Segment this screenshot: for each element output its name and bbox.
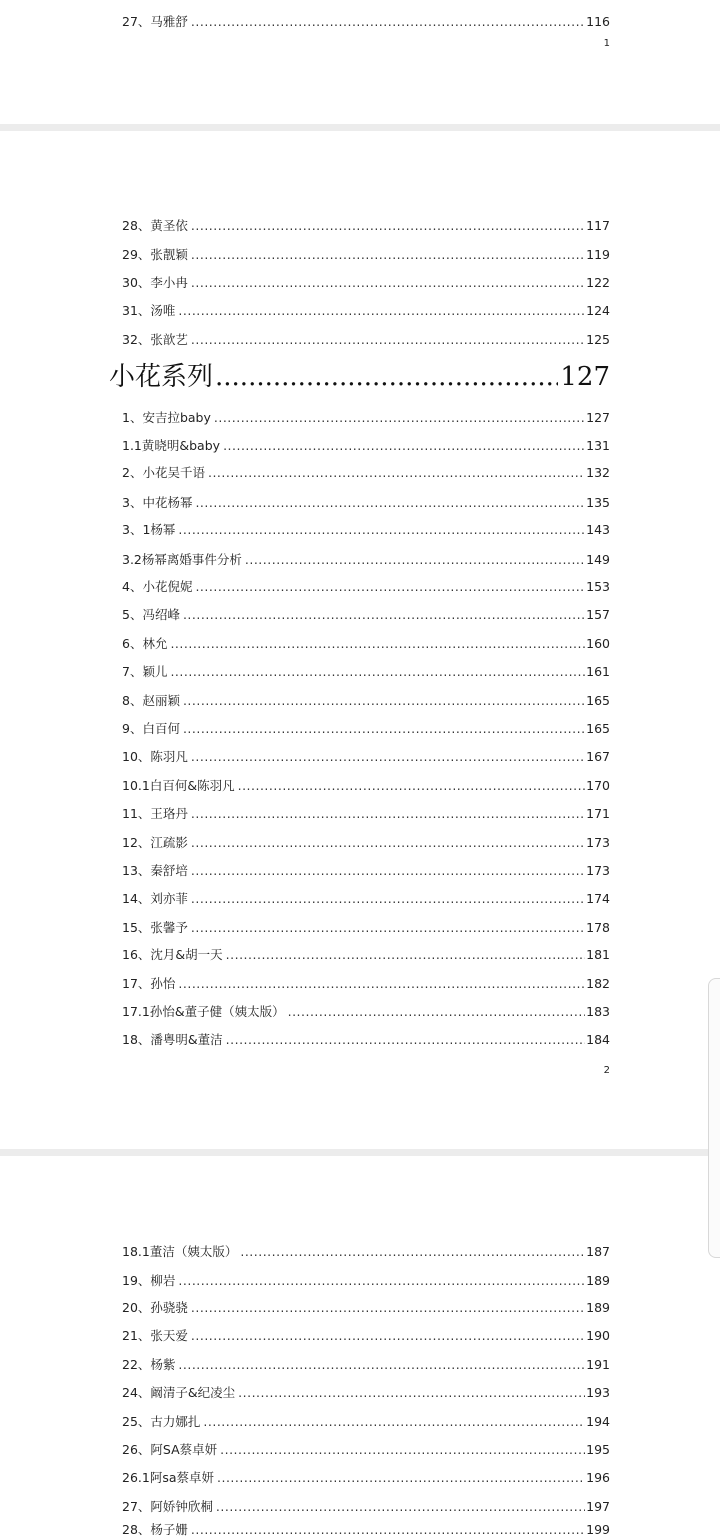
dot-leader	[217, 1468, 585, 1488]
toc-entry[interactable]	[122, 12, 610, 32]
dot-leader	[170, 662, 585, 682]
toc-entry-page: 165	[586, 693, 610, 708]
toc-entry-label: 26.1阿sa蔡卓妍	[122, 1470, 215, 1485]
toc-entry-label: 28、杨子姗	[122, 1522, 188, 1537]
toc-entry[interactable]	[122, 1326, 610, 1346]
toc-entry-label: 12、江疏影	[122, 835, 188, 850]
toc-entry-page: 189	[586, 1300, 610, 1315]
toc-entry[interactable]	[122, 577, 610, 597]
toc-entry[interactable]	[122, 1520, 610, 1540]
toc-entry-label: 26、阿SA蔡卓妍	[122, 1442, 218, 1457]
dot-leader	[240, 1242, 585, 1262]
toc-entry[interactable]	[122, 463, 610, 483]
toc-entry-label: 17.1孙怡&董子健（姨太版）	[122, 1004, 285, 1019]
toc-entry-label: 1、安吉拉baby	[122, 410, 211, 425]
toc-entry-page: 197	[586, 1499, 610, 1514]
section-heading-page: 127	[560, 362, 610, 392]
dot-leader	[220, 1440, 585, 1460]
toc-entry-page: 184	[586, 1032, 610, 1047]
toc-entry[interactable]	[122, 1355, 610, 1375]
toc-entry[interactable]	[122, 1002, 610, 1022]
toc-entry-label: 28、黄圣依	[122, 218, 188, 233]
dot-leader	[238, 1383, 585, 1403]
toc-entry[interactable]	[122, 861, 610, 881]
toc-entry[interactable]	[122, 974, 610, 994]
page-number: 2	[603, 1065, 610, 1076]
dot-leader	[214, 408, 585, 428]
toc-entry-label: 1.1黄晓明&baby	[122, 438, 221, 453]
dot-leader	[191, 216, 585, 236]
toc-entry-page: 143	[586, 522, 610, 537]
toc-entry-label: 27、阿娇钟欣桐	[122, 1499, 213, 1514]
page-separator	[0, 1149, 720, 1156]
toc-entry-label: 6、林允	[122, 636, 168, 651]
toc-entry-page: 125	[586, 332, 610, 347]
toc-entry-page: 182	[586, 976, 610, 991]
toc-entry-page: 160	[586, 636, 610, 651]
toc-entry-page: 117	[586, 218, 610, 233]
toc-entry-page: 116	[586, 14, 610, 29]
toc-entry[interactable]	[122, 889, 610, 909]
toc-entry[interactable]	[122, 1271, 610, 1291]
toc-entry-label: 11、王珞丹	[122, 806, 188, 821]
dot-leader	[216, 1497, 585, 1517]
dot-leader	[226, 945, 585, 965]
dot-leader	[191, 330, 585, 350]
toc-entry-label: 18、潘粤明&董洁	[122, 1032, 223, 1047]
toc-entry-label: 24、阚清子&纪凌尘	[122, 1385, 236, 1400]
toc-entry[interactable]	[122, 1383, 610, 1403]
dot-leader	[238, 776, 586, 796]
toc-entry[interactable]	[122, 719, 610, 739]
toc-entry[interactable]	[122, 408, 610, 428]
toc-entry[interactable]	[122, 691, 610, 711]
toc-entry-label: 15、张馨予	[122, 920, 188, 935]
dot-leader	[288, 1002, 586, 1022]
toc-entry-page: 174	[586, 891, 610, 906]
toc-entry[interactable]	[122, 833, 610, 853]
dot-leader	[195, 493, 585, 513]
dot-leader	[191, 889, 585, 909]
toc-entry-page: 187	[586, 1244, 610, 1259]
toc-entry-label: 8、赵丽颖	[122, 693, 180, 708]
toc-entry-label: 17、孙怡	[122, 976, 176, 991]
toc-entry-page: 165	[586, 721, 610, 736]
dot-leader	[183, 691, 585, 711]
toc-entry-page: 181	[586, 947, 610, 962]
toc-entry[interactable]	[122, 301, 610, 321]
toc-entry[interactable]	[122, 520, 610, 540]
toc-entry-page: 149	[586, 552, 610, 567]
dot-leader	[195, 577, 585, 597]
toc-entry-label: 20、孙骁骁	[122, 1300, 188, 1315]
toc-entry-label: 2、小花吴千语	[122, 465, 205, 480]
toc-entry-page: 153	[586, 579, 610, 594]
toc-entry-label: 29、张靓颖	[122, 247, 188, 262]
toc-entry-page: 170	[586, 778, 610, 793]
toc-entry[interactable]	[122, 1497, 610, 1517]
toc-entry-label: 32、张歆艺	[122, 332, 188, 347]
dot-leader	[191, 1326, 585, 1346]
toc-entry-label: 30、李小冉	[122, 275, 188, 290]
toc-entry-label: 10、陈羽凡	[122, 749, 188, 764]
toc-entry[interactable]	[122, 634, 610, 654]
dot-leader	[191, 12, 585, 32]
dot-leader	[191, 273, 585, 293]
toc-entry-label: 3、中花杨幂	[122, 495, 193, 510]
dot-leader	[203, 1412, 585, 1432]
toc-entry-page: 124	[586, 303, 610, 318]
toc-entry[interactable]	[122, 1242, 610, 1262]
toc-entry-label: 5、冯绍峰	[122, 607, 180, 622]
toc-entry[interactable]	[122, 436, 610, 456]
page-number: 1	[603, 38, 610, 49]
toc-entry-page: 135	[586, 495, 610, 510]
toc-entry[interactable]	[122, 493, 610, 513]
dot-leader	[178, 1355, 585, 1375]
toc-entry-page: 131	[586, 438, 610, 453]
toc-entry-label: 31、汤唯	[122, 303, 176, 318]
page-separator	[0, 124, 720, 131]
dot-leader	[215, 357, 558, 397]
toc-entry-page: 173	[586, 835, 610, 850]
toc-entry-page: 122	[586, 275, 610, 290]
toc-entry-label: 14、刘亦菲	[122, 891, 188, 906]
dot-leader	[178, 520, 585, 540]
toc-entry[interactable]	[122, 216, 610, 236]
toc-entry[interactable]	[122, 1468, 610, 1488]
toc-entry-page: 178	[586, 920, 610, 935]
dot-leader	[178, 1271, 585, 1291]
toc-entry-page: 195	[586, 1442, 610, 1457]
toc-entry-page: 196	[586, 1470, 610, 1485]
toc-entry-page: 167	[586, 749, 610, 764]
toc-entry-page: 157	[586, 607, 610, 622]
toc-entry-label: 22、杨紫	[122, 1357, 176, 1372]
dot-leader	[191, 1298, 585, 1318]
dot-leader	[191, 1520, 585, 1540]
dot-leader	[226, 1030, 585, 1050]
toc-entry-page: 171	[586, 806, 610, 821]
toc-entry-label: 4、小花倪妮	[122, 579, 193, 594]
toc-entry-page: 132	[586, 465, 610, 480]
toc-section-heading[interactable]	[109, 357, 610, 397]
toc-entry[interactable]	[122, 605, 610, 625]
toc-entry-label: 16、沈月&胡一天	[122, 947, 223, 962]
toc-entry[interactable]	[122, 945, 610, 965]
dot-leader	[191, 918, 585, 938]
dot-leader	[191, 804, 585, 824]
dot-leader	[191, 747, 585, 767]
toc-entry-label: 3、1杨幂	[122, 522, 176, 537]
toc-entry[interactable]	[122, 245, 610, 265]
toc-entry-page: 194	[586, 1414, 610, 1429]
toc-entry-label: 13、秦舒培	[122, 863, 188, 878]
toc-entry[interactable]	[122, 918, 610, 938]
dot-leader	[178, 974, 585, 994]
toc-entry-page: 161	[586, 664, 610, 679]
toc-entry-page: 199	[586, 1522, 610, 1537]
toc-entry[interactable]	[122, 273, 610, 293]
toc-entry-label: 27、马雅舒	[122, 14, 188, 29]
dot-leader	[191, 833, 585, 853]
dot-leader	[178, 301, 585, 321]
dot-leader	[223, 436, 585, 456]
toc-entry-page: 127	[586, 410, 610, 425]
section-heading-label: 小花系列	[109, 362, 214, 392]
dot-leader	[183, 605, 585, 625]
toc-entry-page: 173	[586, 863, 610, 878]
toc-entry-label: 7、颖儿	[122, 664, 168, 679]
fast-scroll-handle[interactable]	[708, 978, 720, 1258]
toc-entry-page: 119	[586, 247, 610, 262]
toc-entry-label: 18.1董洁（姨太版）	[122, 1244, 238, 1259]
toc-entry-label: 19、柳岩	[122, 1273, 176, 1288]
toc-entry[interactable]	[122, 662, 610, 682]
toc-entry[interactable]	[122, 1030, 610, 1050]
toc-entry[interactable]	[122, 804, 610, 824]
dot-leader	[183, 719, 585, 739]
toc-entry-page: 183	[586, 1004, 610, 1019]
toc-entry-label: 10.1白百何&陈羽凡	[122, 778, 235, 793]
toc-entry[interactable]	[122, 550, 610, 570]
toc-entry-label: 25、古力娜扎	[122, 1414, 201, 1429]
dot-leader	[191, 245, 585, 265]
dot-leader	[170, 634, 585, 654]
toc-entry-label: 3.2杨幂离婚事件分析	[122, 552, 242, 567]
toc-entry-label: 9、白百何	[122, 721, 180, 736]
toc-entry-page: 189	[586, 1273, 610, 1288]
dot-leader	[208, 463, 585, 483]
toc-entry[interactable]	[122, 747, 610, 767]
toc-entry[interactable]	[122, 1412, 610, 1432]
toc-entry-page: 191	[586, 1357, 610, 1372]
toc-entry[interactable]	[122, 330, 610, 350]
toc-entry[interactable]	[122, 1440, 610, 1460]
toc-entry-label: 21、张天爱	[122, 1328, 188, 1343]
toc-entry[interactable]	[122, 776, 610, 796]
dot-leader	[191, 861, 585, 881]
toc-entry-page: 190	[586, 1328, 610, 1343]
toc-entry[interactable]	[122, 1298, 610, 1318]
dot-leader	[245, 550, 585, 570]
toc-entry-page: 193	[586, 1385, 610, 1400]
